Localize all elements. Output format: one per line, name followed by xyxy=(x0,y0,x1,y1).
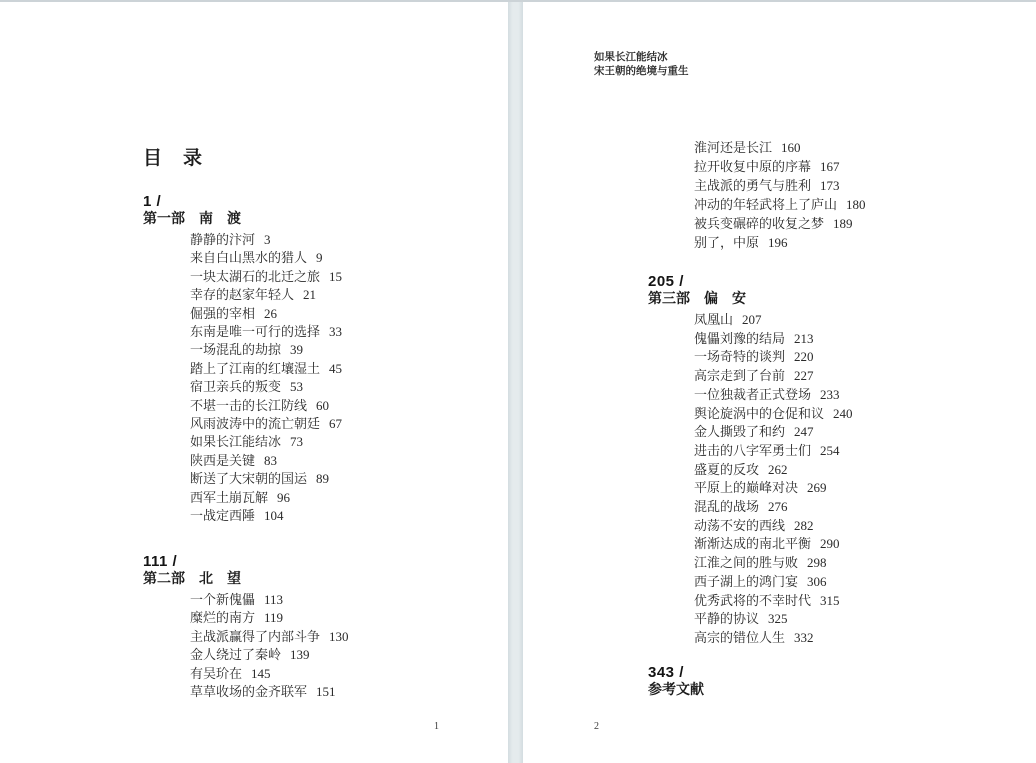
part2-start-page: 111 / xyxy=(143,553,178,570)
toc-entry xyxy=(694,423,853,442)
toc-entry-page: 15 xyxy=(329,268,343,284)
toc-entry-page: 26 xyxy=(264,305,278,321)
toc-entry-page: 220 xyxy=(794,349,814,365)
toc-entry-title: 冲动的年轻武将上了庐山 xyxy=(694,197,838,212)
references-title: 参考文献 xyxy=(648,683,704,698)
toc-entry xyxy=(694,442,853,461)
toc-entry xyxy=(190,360,342,378)
toc-entry-page: 73 xyxy=(290,434,304,450)
toc-entry-title: 拉开收复中原的序幕 xyxy=(694,159,812,174)
toc-entry-title: 一位独裁者正式登场 xyxy=(694,386,812,402)
toc-entry-title: 断送了大宋朝的国运 xyxy=(190,471,308,487)
toc-entry xyxy=(694,348,853,367)
toc-entry-title: 一战定西陲 xyxy=(190,508,256,524)
toc-entry-title: 金人撕毁了和约 xyxy=(694,424,786,440)
toc-entry-page: 196 xyxy=(768,235,788,250)
toc-entry-page: 262 xyxy=(768,461,788,477)
toc-entry-page: 290 xyxy=(820,536,840,552)
toc-entry-page: 67 xyxy=(329,416,343,432)
toc-entry-page: 160 xyxy=(781,140,801,155)
toc-entry-title: 来自白山黑水的猎人 xyxy=(190,250,308,266)
toc-entry-title: 不堪一击的长江防线 xyxy=(190,397,308,413)
toc-entry xyxy=(190,323,342,341)
references-start-page: 343 / xyxy=(648,664,684,681)
part1-entry-list xyxy=(190,231,342,526)
toc-entry-title: 幸存的赵家年轻人 xyxy=(190,287,295,303)
part1-title: 第一部 南 渡 xyxy=(143,212,241,227)
toc-entry xyxy=(190,591,349,609)
toc-entry-page: 167 xyxy=(820,159,840,174)
toc-entry-page: 189 xyxy=(833,216,853,231)
toc-entry-page: 240 xyxy=(833,405,853,421)
toc-section-part3 xyxy=(648,273,853,648)
toc-entry xyxy=(694,610,853,629)
toc-entry-page: 33 xyxy=(329,324,343,340)
toc-entry-title: 东南是唯一可行的选择 xyxy=(190,324,321,340)
toc-entry xyxy=(190,378,342,396)
toc-entry-title: 江淮之间的胜与败 xyxy=(694,555,799,571)
toc-entry-title: 一个新傀儡 xyxy=(190,592,256,607)
toc-entry-page: 45 xyxy=(329,360,343,376)
toc-entry xyxy=(190,268,342,286)
toc-entry xyxy=(694,479,853,498)
toc-entry xyxy=(694,386,853,405)
toc-entry-title: 平原上的巅峰对决 xyxy=(694,480,799,496)
toc-entry xyxy=(190,249,342,267)
toc-entry-title: 主战派的勇气与胜利 xyxy=(694,178,812,193)
part1-start-page: 1 / xyxy=(143,193,162,210)
toc-entry xyxy=(190,609,349,627)
toc-section-references xyxy=(648,664,704,700)
toc-entry-page: 53 xyxy=(290,379,304,395)
toc-entry-title: 金人绕过了秦岭 xyxy=(190,647,282,663)
toc-entry xyxy=(190,646,349,664)
toc-entry-title: 一场混乱的劫掠 xyxy=(190,342,282,358)
toc-entry xyxy=(190,305,342,323)
toc-entry xyxy=(694,157,866,176)
toc-entry-page: 60 xyxy=(316,397,330,413)
running-head xyxy=(594,51,689,79)
toc-entry-page: 173 xyxy=(820,178,840,193)
toc-entry-title: 渐渐达成的南北平衡 xyxy=(694,536,812,552)
toc-entry-title: 平静的协议 xyxy=(694,611,760,627)
toc-entry-page: 119 xyxy=(264,610,284,626)
toc-entry-page: 83 xyxy=(264,452,278,468)
toc-entry-title: 风雨波涛中的流亡朝廷 xyxy=(190,416,321,432)
folio-right: 2 xyxy=(594,721,599,732)
toc-entry-page: 276 xyxy=(768,499,788,515)
running-head-subtitle: 宋王朝的绝境与重生 xyxy=(594,66,689,77)
toc-entry xyxy=(694,461,853,480)
toc-entry-page: 227 xyxy=(794,368,814,384)
toc-entry xyxy=(694,214,866,233)
toc-entry-title: 凤凰山 xyxy=(694,312,734,327)
toc-entry-title: 西子湖上的鸿门宴 xyxy=(694,573,799,589)
toc-entry xyxy=(694,405,853,424)
toc-entry xyxy=(694,195,866,214)
toc-entry-page: 104 xyxy=(264,508,284,524)
toc-entry-title: 高宗走到了台前 xyxy=(694,368,786,384)
toc-entry xyxy=(694,535,853,554)
toc-entry xyxy=(190,665,349,683)
toc-entry-title: 别了，中原 xyxy=(694,235,760,250)
toc-entry-title: 陕西是关键 xyxy=(190,452,256,468)
toc-entry-title: 一场奇特的谈判 xyxy=(694,349,786,365)
part3-start-page: 205 / xyxy=(648,273,684,290)
toc-entry-title: 西军土崩瓦解 xyxy=(190,489,269,505)
toc-entry-title: 被兵变碾碎的收复之梦 xyxy=(694,216,825,231)
book-page-left xyxy=(0,2,508,763)
toc-entry-title: 进击的八字军勇士们 xyxy=(694,442,812,458)
toc-entry-page: 233 xyxy=(820,386,840,402)
toc-entry-page: 96 xyxy=(277,489,291,505)
toc-entry-page: 325 xyxy=(768,611,788,627)
toc-entry-title: 如果长江能结冰 xyxy=(190,434,282,450)
toc-entry xyxy=(190,452,342,470)
toc-entry-title: 淮河还是长江 xyxy=(694,140,773,155)
toc-entry xyxy=(694,629,853,648)
folio-left: 1 xyxy=(434,721,439,732)
toc-entry xyxy=(694,233,866,252)
toc-entry-page: 151 xyxy=(316,684,336,700)
toc-entry-title: 主战派赢得了内部斗争 xyxy=(190,628,321,644)
toc-entry-page: 145 xyxy=(251,665,271,681)
toc-entry-page: 306 xyxy=(807,573,827,589)
toc-entry xyxy=(694,498,853,517)
running-head-book-title: 如果长江能结冰 xyxy=(594,52,668,63)
toc-entry-page: 269 xyxy=(807,480,827,496)
toc-entry-title: 动荡不安的西线 xyxy=(694,517,786,533)
toc-entry xyxy=(694,573,853,592)
toc-entry xyxy=(694,330,853,349)
toc-entry-page: 282 xyxy=(794,517,814,533)
part3-entry-list xyxy=(694,311,853,648)
toc-entry-title: 盛夏的反攻 xyxy=(694,461,760,477)
toc-entry-title: 宿卫亲兵的叛变 xyxy=(190,379,282,395)
part2-entry-list xyxy=(190,591,349,701)
page-gutter xyxy=(508,2,523,763)
toc-entry xyxy=(190,628,349,646)
toc-entry-page: 247 xyxy=(794,424,814,440)
part2-continued-entry-list xyxy=(694,138,866,252)
part2-continued-block xyxy=(648,138,866,252)
toc-entry xyxy=(190,415,342,433)
toc-entry-page: 332 xyxy=(794,629,814,645)
toc-entry-title: 踏上了江南的红壤湿土 xyxy=(190,360,321,376)
toc-entry-title: 静静的汴河 xyxy=(190,232,256,247)
toc-entry xyxy=(694,554,853,573)
toc-entry xyxy=(190,286,342,304)
toc-entry xyxy=(190,470,342,488)
part2-title: 第二部 北 望 xyxy=(143,572,241,587)
toc-section-part2 xyxy=(143,553,349,701)
toc-entry-page: 315 xyxy=(820,592,840,608)
toc-entry-page: 39 xyxy=(290,342,304,358)
toc-entry-title: 糜烂的南方 xyxy=(190,610,256,626)
toc-entry-title: 高宗的错位人生 xyxy=(694,629,786,645)
toc-entry-title: 舆论旋涡中的仓促和议 xyxy=(694,405,825,421)
toc-title: 目 录 xyxy=(143,148,204,169)
toc-entry xyxy=(190,397,342,415)
toc-entry xyxy=(190,683,349,701)
toc-entry-page: 89 xyxy=(316,471,330,487)
toc-entry-page: 298 xyxy=(807,555,827,571)
toc-entry xyxy=(694,138,866,157)
toc-entry-title: 优秀武将的不幸时代 xyxy=(694,592,812,608)
toc-entry-title: 一块太湖石的北迁之旅 xyxy=(190,268,321,284)
toc-entry-page: 180 xyxy=(846,197,866,212)
part3-title: 第三部 偏 安 xyxy=(648,292,746,307)
toc-entry-page: 207 xyxy=(742,312,762,327)
toc-entry-title: 傀儡刘豫的结局 xyxy=(694,330,786,346)
toc-entry-title: 草草收场的金齐联军 xyxy=(190,684,308,700)
toc-entry xyxy=(694,592,853,611)
toc-entry-page: 9 xyxy=(316,250,323,266)
toc-entry xyxy=(190,231,342,249)
toc-entry xyxy=(190,507,342,525)
toc-entry-page: 3 xyxy=(264,232,271,247)
toc-entry-page: 21 xyxy=(303,287,317,303)
book-page-right xyxy=(523,2,1036,763)
toc-entry xyxy=(190,433,342,451)
toc-section-part1 xyxy=(143,193,342,526)
toc-entry xyxy=(694,367,853,386)
toc-entry-page: 130 xyxy=(329,628,349,644)
toc-entry xyxy=(694,517,853,536)
toc-entry-page: 213 xyxy=(794,330,814,346)
toc-entry-page: 113 xyxy=(264,592,284,607)
toc-entry xyxy=(190,341,342,359)
toc-entry-title: 混乱的战场 xyxy=(694,499,760,515)
toc-entry-title: 有吴玠在 xyxy=(190,665,243,681)
toc-entry-title: 倔强的宰相 xyxy=(190,305,256,321)
toc-entry-page: 254 xyxy=(820,442,840,458)
toc-entry xyxy=(694,176,866,195)
toc-entry xyxy=(694,311,853,330)
toc-entry xyxy=(190,489,342,507)
toc-entry-page: 139 xyxy=(290,647,310,663)
